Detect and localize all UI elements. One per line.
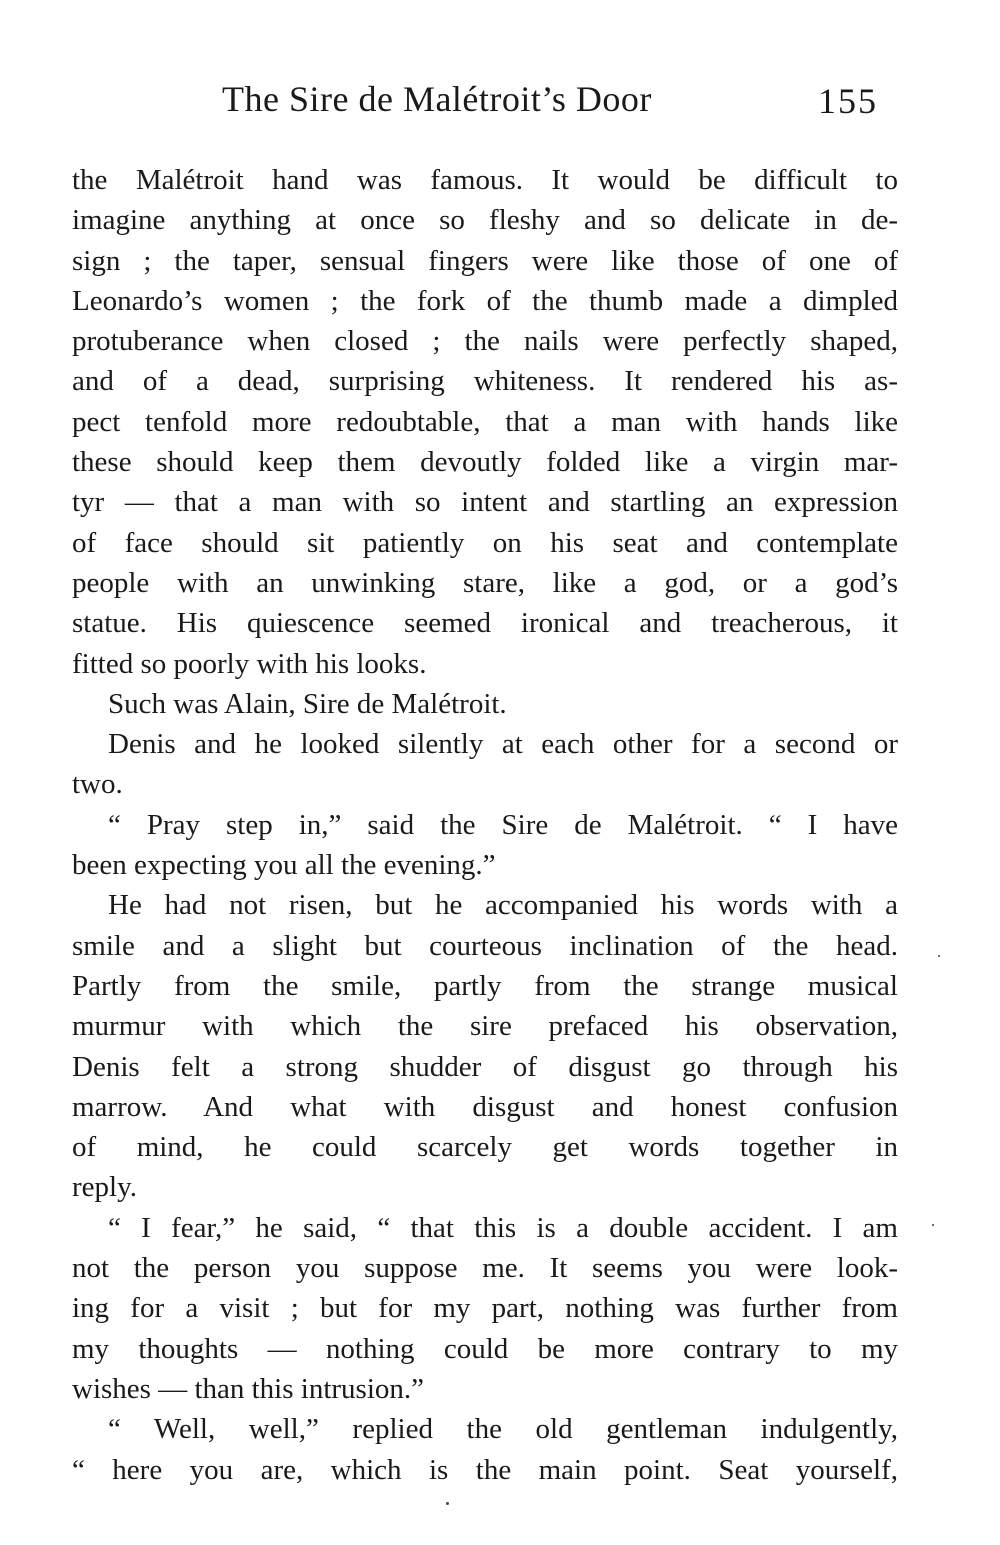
paragraph <box>72 724 898 805</box>
print-speck <box>932 1224 934 1226</box>
text-line: protuberance when closed ; the nails were perfectly shaped, <box>72 325 898 358</box>
paragraph <box>72 160 898 684</box>
text-line: He had not risen, but he accompanied his words with a <box>108 889 898 922</box>
page-number: 155 <box>818 81 878 121</box>
text-line: statue. His quiescence seemed ironical and treacherous, it <box>72 607 898 640</box>
paragraph <box>72 805 898 886</box>
text-line: Leonardo’s women ; the fork of the thumb made a dimpled <box>72 284 898 317</box>
text-line: “ Pray step in,” said the Sire de Malétroit. “ I have <box>108 808 898 841</box>
text-line: Partly from the smile, partly from the strange musical <box>72 969 898 1002</box>
text-line: Denis and he looked silently at each other for a second or <box>108 728 898 761</box>
text-line: “ Well, well,” replied the old gentleman indulgently, <box>108 1413 898 1446</box>
text-line: these should keep them devoutly folded like a virgin mar- <box>72 446 898 479</box>
print-speck <box>446 1502 449 1505</box>
text-line: ing for a visit ; but for my part, nothing was further from <box>72 1292 898 1325</box>
text-line: fitted so poorly with his looks. <box>72 647 427 680</box>
text-line: wishes — than this intrusion.” <box>72 1372 425 1405</box>
running-title: The Sire de Malétroit’s Door <box>222 79 652 119</box>
print-speck <box>938 955 940 957</box>
text-line: murmur with which the sire prefaced his observation, <box>72 1010 898 1043</box>
running-head <box>0 78 1000 128</box>
body-text <box>72 160 898 1490</box>
text-line: reply. <box>72 1171 137 1204</box>
text-line: and of a dead, surprising whiteness. It rendered his as- <box>72 365 898 398</box>
text-line: of face should sit patiently on his seat and contemplate <box>72 526 898 559</box>
text-line: Such was Alain, Sire de Malétroit. <box>108 687 507 720</box>
text-line: “ I fear,” he said, “ that this is a double accident. I am <box>108 1211 898 1244</box>
text-line: of mind, he could scarcely get words together in <box>72 1131 898 1164</box>
paragraph <box>72 1409 898 1490</box>
text-line: Denis felt a strong shudder of disgust go through his <box>72 1050 898 1083</box>
text-line: marrow. And what with disgust and honest confusion <box>72 1090 898 1123</box>
text-line: sign ; the taper, sensual fingers were like those of one of <box>72 244 898 277</box>
text-line: pect tenfold more redoubtable, that a man with hands like <box>72 405 898 438</box>
text-line: tyr — that a man with so intent and startling an expression <box>72 486 898 519</box>
text-line: smile and a slight but courteous inclination of the head. <box>72 929 898 962</box>
paragraph <box>72 885 898 1207</box>
text-line: “ here you are, which is the main point. Seat yourself, <box>72 1453 898 1486</box>
text-line: people with an unwinking stare, like a god, or a god’s <box>72 566 898 599</box>
text-line: my thoughts — nothing could be more contrary to my <box>72 1332 898 1365</box>
text-line: two. <box>72 768 123 801</box>
text-line: imagine anything at once so fleshy and so delicate in de- <box>72 204 898 237</box>
text-line: not the person you suppose me. It seems you were look- <box>72 1252 898 1285</box>
paragraph <box>72 1208 898 1409</box>
text-line: the Malétroit hand was famous. It would be difficult to <box>72 164 898 196</box>
text-line: been expecting you all the evening.” <box>72 849 496 882</box>
paragraph <box>72 684 898 724</box>
